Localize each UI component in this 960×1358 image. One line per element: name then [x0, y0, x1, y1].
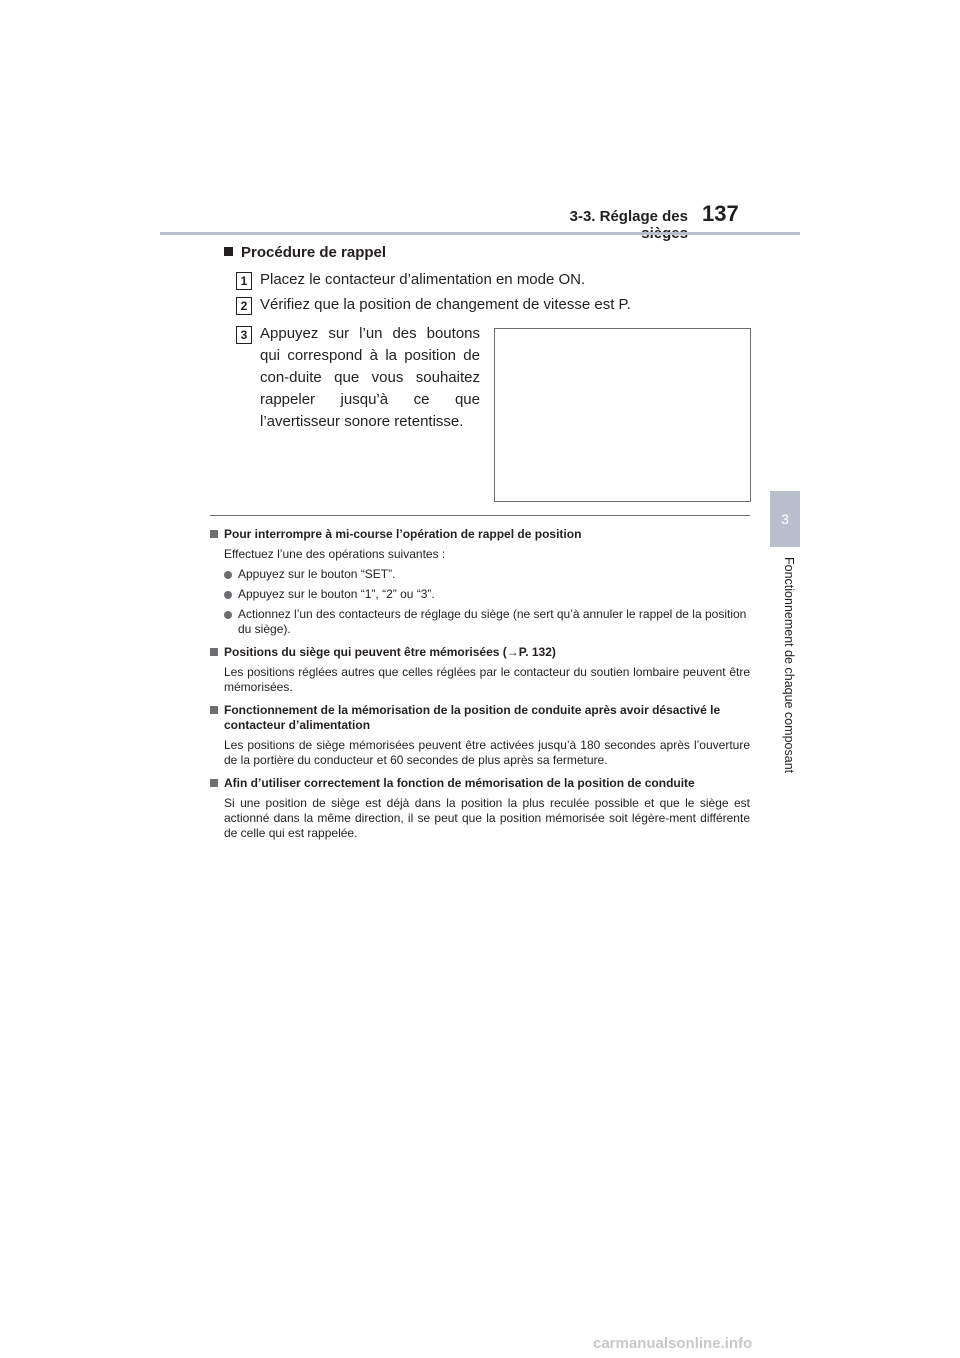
recall-title-text: Procédure de rappel [241, 244, 387, 261]
note-body: Effectuez l’une des opérations suivantes : [224, 547, 446, 561]
header-rule [160, 232, 800, 235]
step-text-1: Placez le contacteur d’alimentation en mode ON. [260, 271, 586, 288]
notes-section [210, 527, 750, 841]
step-text-3: Appuyez sur l’un des boutons qui correspond à la position de con-duite que vous souhaitez rappeler jusqu’à ce que l’avertisseur sonore retentisse. [260, 325, 480, 430]
square-bullet-icon [210, 648, 218, 656]
step-number-2: 2 [236, 297, 252, 315]
note-title: Afin d’utiliser correctement la fonction de mémorisation de la position de conduite [210, 776, 750, 791]
header-section-title: 3-3. Réglage des [569, 208, 688, 225]
note-body: Si une position de siège est déjà dans la position la plus reculée possible et que le siège est actionné dans la même direction, il se peut que la position mémorisée soit légère-ment différente de celle qui est rappelée. [224, 796, 750, 840]
round-bullet-icon [224, 591, 232, 599]
note-bullet: Actionnez l’un des contacteurs de réglage du siège (ne sert qu’à annuler le rappel de la position du siège). [210, 607, 750, 637]
note-body: Les positions de siège mémorisées peuvent être activées jusqu’à 180 secondes après l’ouverture de la portière du conducteur et 60 secondes de plus après sa fermeture. [224, 738, 750, 767]
square-bullet-icon [210, 779, 218, 787]
page-number: 137 [702, 201, 739, 226]
chapter-number: 3 [781, 511, 789, 527]
square-bullet-icon [210, 706, 218, 714]
note-bullet: Appuyez sur le bouton “1”, “2” ou “3”. [210, 587, 750, 602]
step-text-2: Vérifiez que la position de changement de vitesse est P. [260, 296, 631, 313]
square-bullet-icon [210, 530, 218, 538]
recall-section-title [224, 244, 386, 261]
note-bullet: Appuyez sur le bouton “SET”. [210, 567, 750, 582]
step-number-1: 1 [236, 272, 252, 290]
chapter-tab [770, 491, 800, 547]
square-bullet-icon [224, 247, 233, 256]
chapter-title: Fonctionnement de chaque composant [782, 557, 796, 774]
footer-watermark: carmanualsonline.info [593, 1335, 753, 1352]
step-number-3: 3 [236, 326, 252, 344]
note-title: Positions du siège qui peuvent être mémorisées (→P. 132) [210, 645, 750, 660]
illustration-frame [494, 328, 751, 502]
note-body: Les positions réglées autres que celles réglées par le contacteur du soutien lombaire peuvent être mémorisées. [224, 665, 750, 694]
round-bullet-icon [224, 611, 232, 619]
round-bullet-icon [224, 571, 232, 579]
note-title: Pour interrompre à mi-course l’opération de rappel de position [210, 527, 750, 542]
note-title: Fonctionnement de la mémorisation de la position de conduite après avoir désactivé le contacteur d’alimentation [210, 703, 750, 733]
notes-rule [210, 515, 750, 516]
